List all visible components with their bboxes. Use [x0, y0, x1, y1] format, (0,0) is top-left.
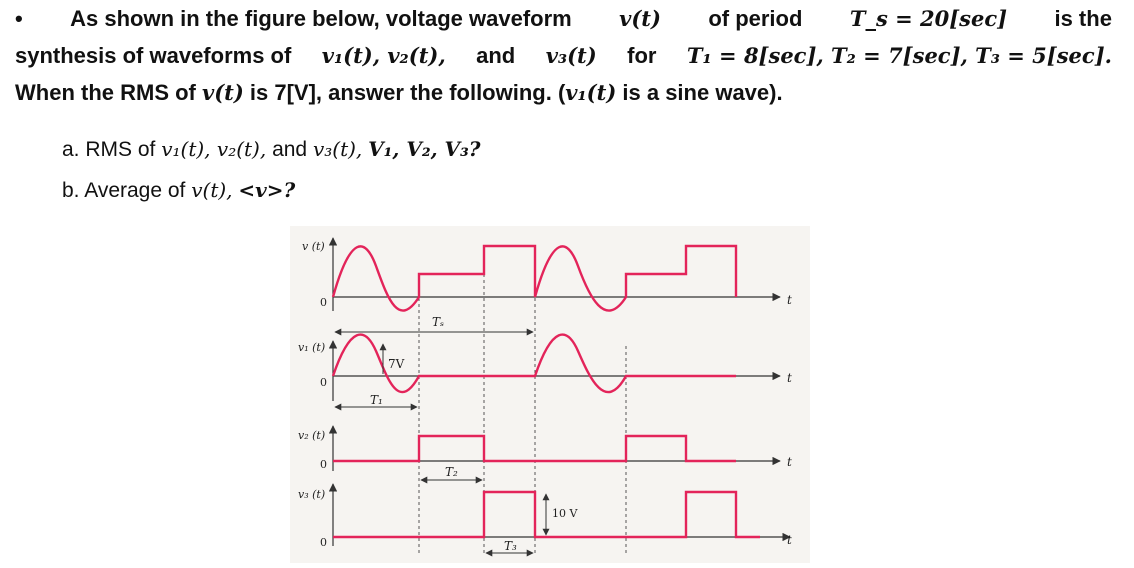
sub-question-b [62, 175, 295, 206]
t-label-v2: t [787, 455, 792, 469]
v-expr: v(t) [619, 6, 661, 31]
t1-label: T₁ [370, 393, 383, 407]
t-label-v1: t [787, 371, 792, 385]
line2-for: for [627, 43, 657, 68]
t3-label: T₃ [504, 539, 517, 553]
sub-b-v: v(t), [191, 178, 233, 202]
label-v: v (t) [302, 240, 325, 253]
v-expr-2: v(t) [202, 80, 244, 105]
waves-expr: v₁(t), v₂(t), [321, 43, 446, 68]
sub-a-v3: v₃(t), [312, 137, 363, 161]
problem-line-3 [15, 74, 783, 111]
zero-v3: 0 [320, 536, 327, 549]
line1-suffix: is the [1054, 6, 1112, 31]
sub-b-avg: <v>? [238, 178, 296, 202]
label-v3: v₃ (t) [298, 488, 326, 501]
waveform-figure [290, 226, 810, 563]
t-label-v: t [787, 293, 792, 307]
sub-a-and: and [272, 138, 308, 161]
t-label-v3: t [787, 533, 792, 547]
problem-line-1 [15, 0, 1112, 37]
v1-expr: v₁(t) [565, 80, 617, 105]
problem-line-2 [15, 37, 1112, 74]
t2-label: T₂ [445, 465, 458, 479]
line1-prefix: As shown in the figure below, voltage waveform [70, 6, 572, 31]
zero-v1: 0 [320, 376, 327, 389]
bullet: • [15, 6, 23, 31]
v3-expr: v₃(t) [545, 43, 597, 68]
sub-a-waves: v₁(t), v₂(t), [161, 137, 267, 161]
label-v1: v₁ (t) [298, 341, 326, 354]
ts-label: Tₛ [432, 315, 445, 329]
period-expr: T_s = 20[sec] [849, 6, 1008, 31]
waveform-svg [290, 226, 810, 563]
sub-question-a [62, 134, 481, 165]
line1-mid: of period [708, 6, 803, 31]
line3-mid: is 7[V], answer the following. ( [249, 80, 566, 105]
line3-suffix: is a sine wave). [622, 80, 783, 105]
figure-background [290, 226, 810, 563]
amp7-label: 7V [388, 357, 405, 371]
amp10-label: 10 V [552, 507, 578, 520]
line3-prefix: When the RMS of [15, 80, 196, 105]
sub-b-label: b. Average of [62, 179, 186, 202]
zero-v: 0 [320, 296, 327, 309]
sub-a-label: a. RMS of [62, 138, 156, 161]
sub-a-names: V₁, V₂, V₃? [368, 137, 481, 161]
label-v2: v₂ (t) [298, 429, 326, 442]
periods-expr: T₁ = 8[sec], T₂ = 7[sec], T₃ = 5[sec]. [686, 43, 1112, 68]
line2-prefix: synthesis of waveforms of [15, 43, 292, 68]
line2-and: and [476, 43, 516, 68]
zero-v2: 0 [320, 458, 327, 471]
